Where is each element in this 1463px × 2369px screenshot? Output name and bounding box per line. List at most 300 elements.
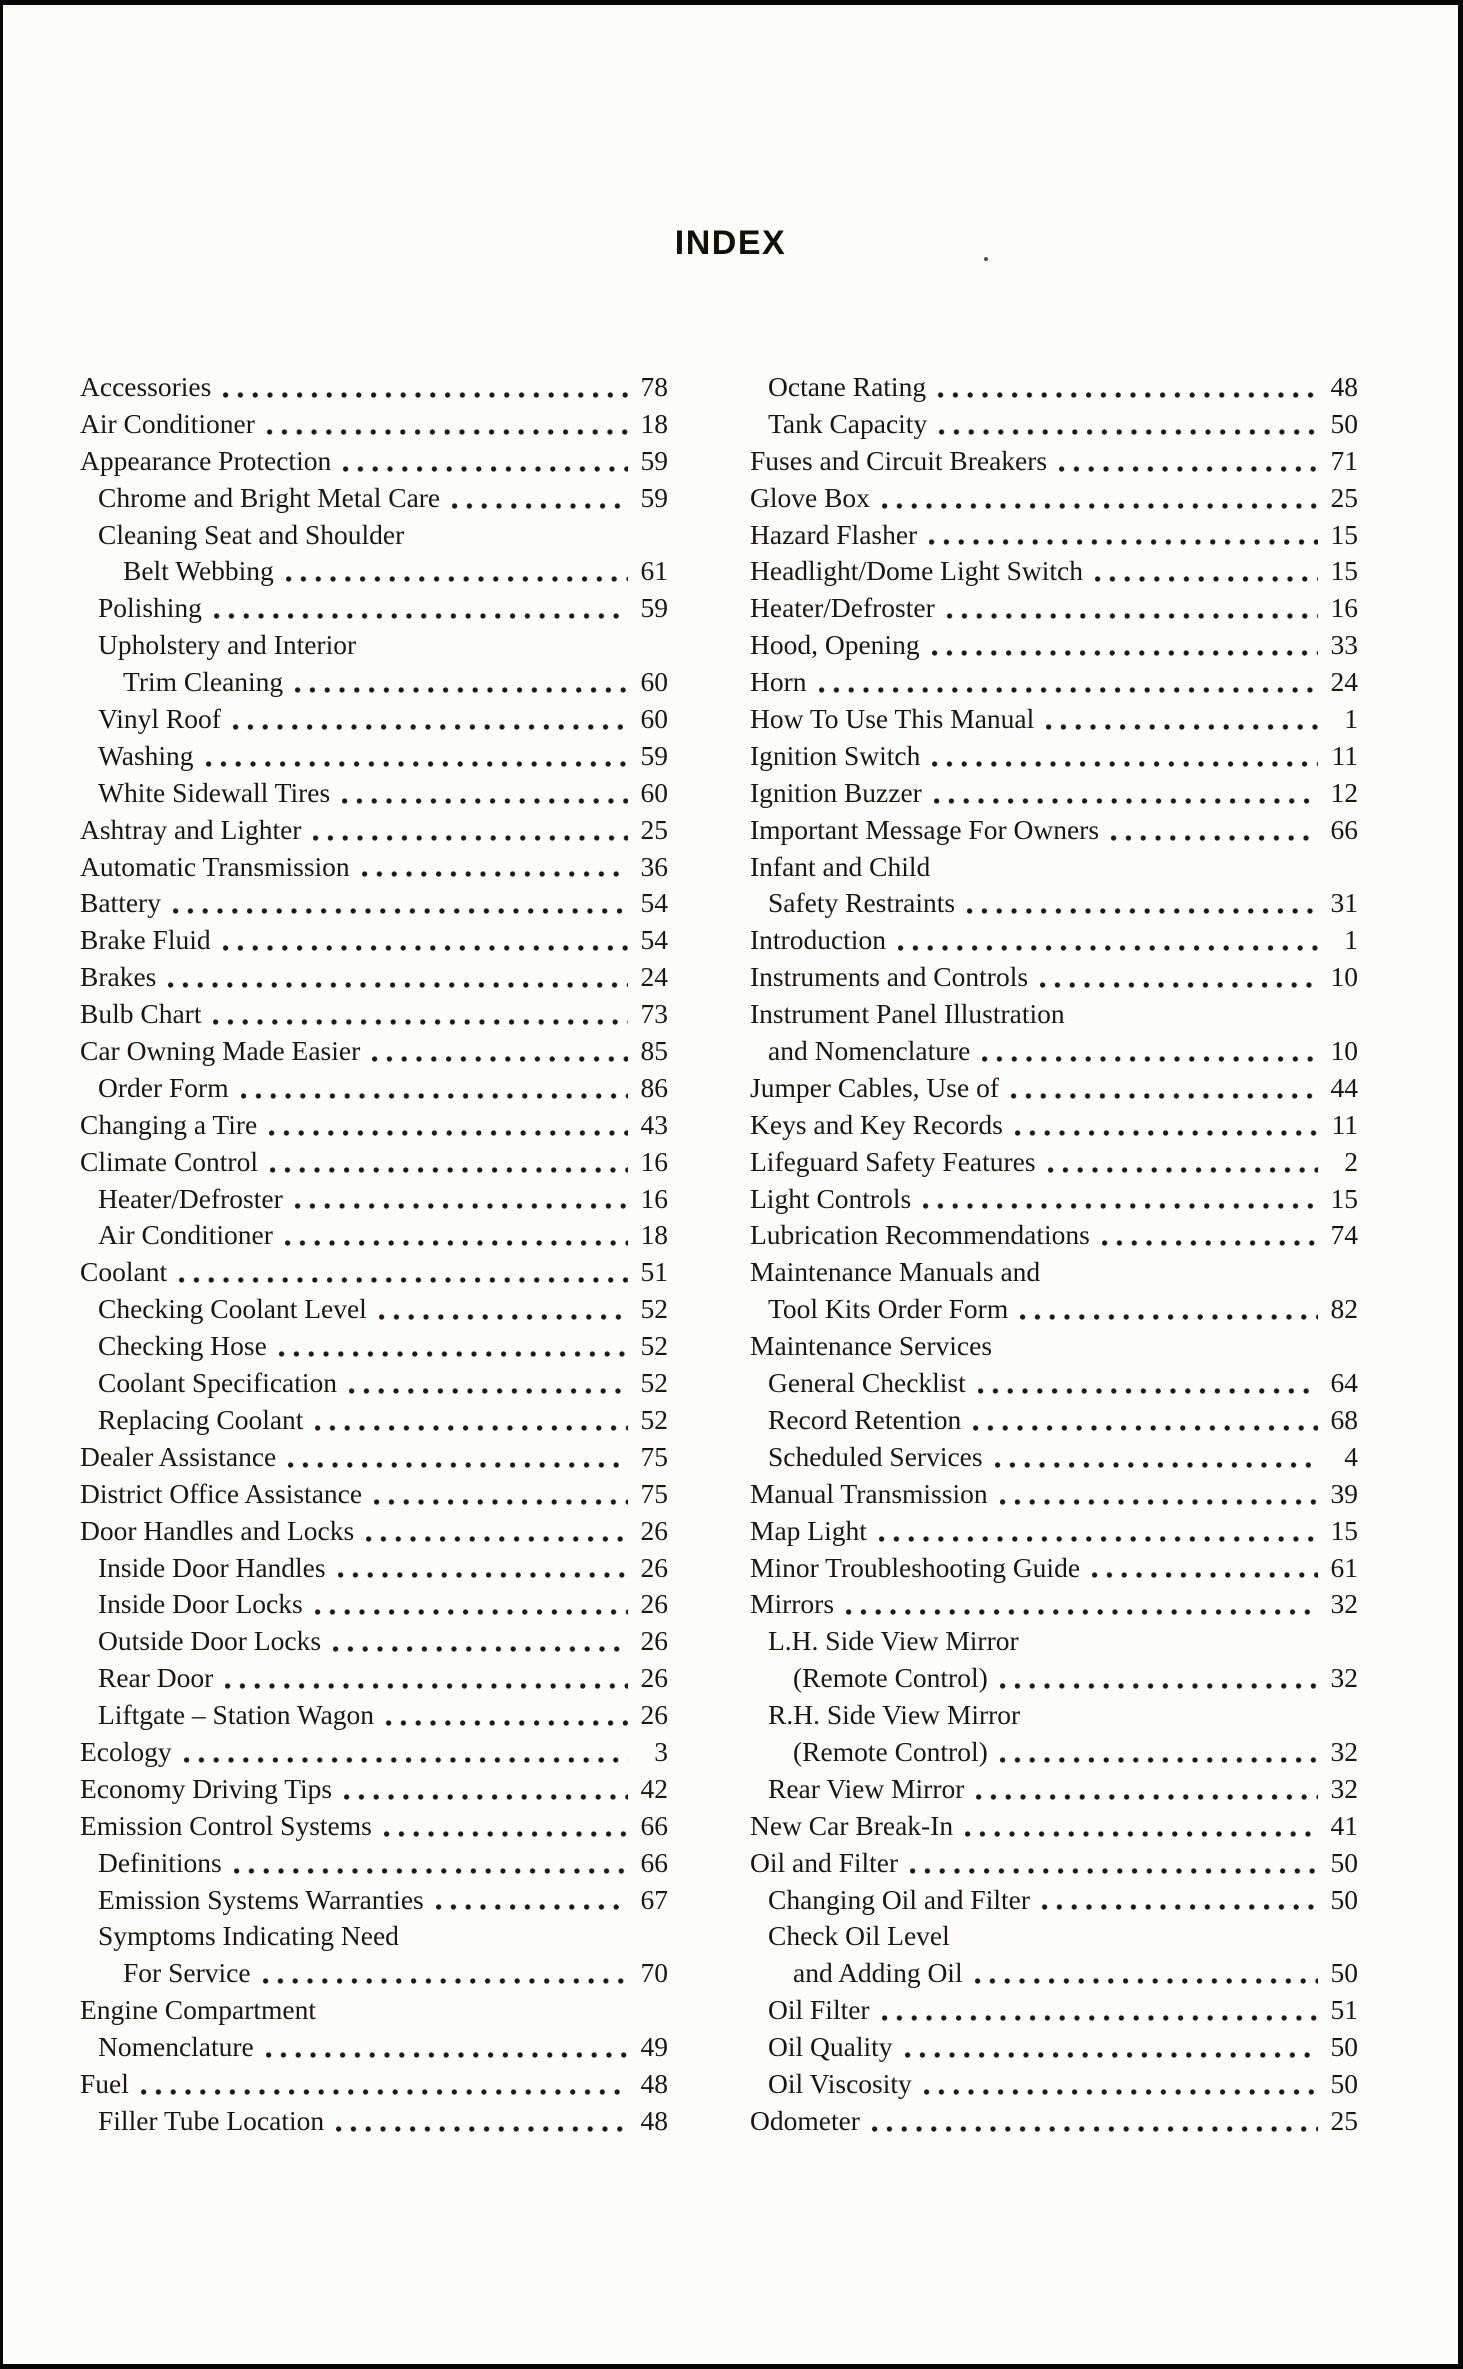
index-entry [750, 1402, 1358, 1439]
entry-label: Heater/Defroster [750, 592, 935, 624]
dot-leader [336, 2124, 628, 2134]
dot-leader [932, 759, 1318, 769]
index-entry [750, 369, 1358, 406]
entry-page-number: 15 [1330, 1182, 1358, 1214]
entry-page-number: 26 [640, 1588, 668, 1620]
entry-label: Checking Coolant Level [98, 1293, 367, 1325]
entry-label: District Office Assistance [80, 1477, 363, 1509]
dot-leader [263, 1976, 628, 1986]
dot-leader [995, 1460, 1318, 1470]
entry-page-number: 50 [1330, 1957, 1358, 1989]
index-entry [750, 1734, 1358, 1771]
index-entry [750, 664, 1358, 701]
dot-leader [286, 574, 628, 584]
entry-page-number: 67 [640, 1883, 668, 1915]
entry-label: Lubrication Recommendations [750, 1219, 1090, 1251]
index-entry [750, 1992, 1358, 2029]
index-entry [80, 1033, 668, 1070]
entry-label: Octane Rating [768, 371, 927, 402]
entry-page-number: 50 [1330, 407, 1358, 439]
entry-page-number: 32 [1330, 1735, 1358, 1767]
dot-leader [213, 1017, 628, 1027]
dot-leader [1020, 1312, 1318, 1322]
dot-leader [939, 427, 1318, 437]
entry-page-number: 11 [1331, 739, 1358, 771]
entry-page-number: 66 [640, 1809, 668, 1841]
index-entry [80, 1107, 668, 1144]
index-entry [750, 1328, 1358, 1365]
entry-label: Polishing [98, 592, 202, 624]
entry-label: Cleaning Seat and Shoulder [98, 518, 405, 550]
dot-leader [982, 1054, 1318, 1064]
entry-page-number: 26 [640, 1551, 668, 1583]
entry-label: Brake Fluid [80, 924, 211, 956]
dot-leader [214, 611, 628, 621]
entry-label: Headlight/Dome Light Switch [750, 555, 1084, 587]
index-entry [80, 553, 668, 590]
index-entry [750, 1550, 1358, 1587]
index-column-right [750, 369, 1358, 2140]
index-entry [80, 922, 668, 959]
entry-page-number: 41 [1330, 1809, 1358, 1841]
dot-leader [349, 1386, 628, 1396]
entry-page-number: 15 [1330, 1514, 1358, 1546]
entry-label: Air Conditioner [80, 407, 255, 439]
entry-label: Nomenclature [98, 2031, 254, 2063]
entry-label: R.H. Side View Mirror [768, 1699, 1021, 1731]
entry-page-number: 66 [640, 1846, 668, 1878]
dot-leader [932, 648, 1318, 658]
index-entry [750, 1808, 1358, 1845]
entry-label: Belt Webbing [123, 555, 274, 587]
index-entry [750, 959, 1358, 996]
entry-page-number: 26 [640, 1514, 668, 1546]
entry-label: Maintenance Manuals and [750, 1256, 1041, 1288]
index-columns [80, 369, 1458, 2140]
entry-label: General Checklist [768, 1367, 966, 1399]
entry-page-number: 10 [1330, 1035, 1358, 1067]
entry-page-number: 1 [1344, 703, 1358, 735]
dot-leader [978, 1386, 1318, 1396]
index-entry [80, 590, 668, 627]
entry-label: Symptoms Indicating Need [98, 1920, 399, 1952]
index-entry [750, 553, 1358, 590]
dot-leader [366, 1534, 628, 1544]
entry-label: Ignition Buzzer [750, 776, 922, 808]
index-entry [750, 1439, 1358, 1476]
entry-label: Hazard Flasher [750, 518, 918, 550]
entry-label: Filler Tube Location [98, 2104, 325, 2136]
index-entry [750, 885, 1358, 922]
dot-leader [1046, 722, 1318, 732]
entry-page-number: 36 [640, 850, 668, 882]
entry-label: Economy Driving Tips [80, 1772, 333, 1804]
entry-label: Washing [98, 739, 194, 771]
index-entry [750, 1513, 1358, 1550]
entry-label: Oil Viscosity [768, 2067, 912, 2099]
index-entry [750, 1623, 1358, 1660]
entry-page-number: 32 [1330, 1662, 1358, 1694]
entry-label: Hood, Opening [750, 629, 920, 661]
index-entry [80, 2066, 668, 2103]
dot-leader [279, 1349, 628, 1359]
entry-label: Oil Quality [768, 2031, 893, 2063]
dot-leader [179, 1275, 628, 1285]
dot-leader [313, 833, 628, 843]
entry-label: Oil Filter [768, 1994, 870, 2026]
entry-label: Accessories [80, 371, 212, 402]
entry-label: Definitions [98, 1846, 222, 1878]
dot-leader [168, 980, 628, 990]
index-entry [80, 1513, 668, 1550]
entry-label: Automatic Transmission [80, 850, 350, 882]
index-entry [750, 738, 1358, 775]
entry-label: Dealer Assistance [80, 1440, 277, 1472]
entry-label: Rear Door [98, 1662, 214, 1694]
entry-label: Light Controls [750, 1182, 912, 1214]
index-entry [750, 1697, 1358, 1734]
entry-page-number: 60 [640, 703, 668, 735]
entry-page-number: 86 [640, 1071, 668, 1103]
index-entry [80, 1992, 668, 2029]
index-entry [80, 1882, 668, 1919]
index-entry [80, 1144, 668, 1181]
entry-label: Changing a Tire [80, 1108, 258, 1140]
dot-leader [267, 427, 628, 437]
entry-page-number: 25 [640, 813, 668, 845]
index-entry [750, 1918, 1358, 1955]
entry-label: Brakes [80, 961, 157, 993]
index-entry [80, 959, 668, 996]
dot-leader [1011, 1091, 1318, 1101]
dot-leader [285, 1238, 628, 1248]
entry-page-number: 82 [1330, 1293, 1358, 1325]
entry-page-number: 1 [1344, 924, 1358, 956]
entry-page-number: 59 [640, 481, 668, 513]
entry-label: Checking Hose [98, 1330, 267, 1362]
dot-leader [452, 501, 628, 511]
index-entry [80, 996, 668, 1033]
index-entry [80, 1771, 668, 1808]
entry-page-number: 33 [1330, 629, 1358, 661]
dot-leader [266, 2050, 628, 2060]
dot-leader [1000, 1497, 1318, 1507]
entry-label: Appearance Protection [80, 444, 332, 476]
index-entry [80, 480, 668, 517]
dot-leader [975, 1976, 1318, 1986]
dot-leader [141, 2087, 628, 2097]
index-entry [80, 1586, 668, 1623]
entry-label: New Car Break-In [750, 1809, 954, 1841]
dot-leader [315, 1423, 628, 1433]
index-entry [80, 1734, 668, 1771]
entry-label: Coolant [80, 1256, 168, 1288]
entry-label: Engine Compartment [80, 1994, 316, 2026]
entry-page-number: 32 [1330, 1772, 1358, 1804]
entry-page-number: 52 [640, 1293, 668, 1325]
entry-page-number: 74 [1330, 1219, 1358, 1251]
entry-label: Rear View Mirror [768, 1772, 965, 1804]
entry-page-number: 3 [654, 1735, 668, 1767]
entry-label: Door Handles and Locks [80, 1514, 355, 1546]
index-entry [80, 1550, 668, 1587]
index-entry [80, 1697, 668, 1734]
entry-page-number: 18 [640, 407, 668, 439]
index-entry [80, 1365, 668, 1402]
entry-page-number: 68 [1330, 1403, 1358, 1435]
dot-leader [819, 685, 1318, 695]
index-entry [80, 443, 668, 480]
index-entry [80, 1070, 668, 1107]
index-entry [750, 2029, 1358, 2066]
entry-label: Check Oil Level [768, 1920, 950, 1952]
index-entry [750, 1476, 1358, 1513]
index-column-left [80, 369, 668, 2140]
index-entry [750, 1107, 1358, 1144]
entry-label: How To Use This Manual [750, 703, 1035, 735]
index-entry [750, 1033, 1358, 1070]
index-entry [80, 701, 668, 738]
dot-leader [976, 1792, 1318, 1802]
entry-page-number: 48 [1330, 371, 1358, 402]
entry-page-number: 70 [640, 1957, 668, 1989]
entry-page-number: 61 [1330, 1551, 1358, 1583]
dot-leader [1000, 1755, 1318, 1765]
entry-label: Important Message For Owners [750, 813, 1100, 845]
dot-leader [436, 1902, 628, 1912]
entry-page-number: 18 [640, 1219, 668, 1251]
dot-leader [1092, 1570, 1318, 1580]
entry-page-number: 26 [640, 1625, 668, 1657]
entry-page-number: 15 [1330, 518, 1358, 550]
index-entry [80, 1217, 668, 1254]
entry-label: Safety Restraints [768, 887, 956, 919]
index-entry [80, 2029, 668, 2066]
entry-page-number: 78 [640, 371, 668, 402]
entry-page-number: 2 [1344, 1145, 1358, 1177]
dot-leader [905, 2050, 1318, 2060]
entry-page-number: 51 [1330, 1994, 1358, 2026]
entry-label: Car Owning Made Easier [80, 1035, 361, 1067]
entry-page-number: 26 [640, 1699, 668, 1731]
dot-leader [270, 1165, 628, 1175]
entry-label: Replacing Coolant [98, 1403, 304, 1435]
entry-label: Record Retention [768, 1403, 962, 1435]
dot-leader [374, 1497, 628, 1507]
index-entry [750, 1181, 1358, 1218]
index-entry [80, 1845, 668, 1882]
dot-leader [934, 796, 1318, 806]
entry-label: Liftgate – Station Wagon [98, 1699, 375, 1731]
entry-label: Odometer [750, 2104, 860, 2136]
index-entry [750, 1882, 1358, 1919]
index-entry [80, 1402, 668, 1439]
dot-leader [338, 1570, 628, 1580]
index-entry [750, 775, 1358, 812]
index-entry [80, 1476, 668, 1513]
entry-page-number: 25 [1330, 481, 1358, 513]
entry-label: Emission Systems Warranties [98, 1883, 424, 1915]
entry-label: Heater/Defroster [98, 1182, 283, 1214]
entry-label: For Service [123, 1957, 251, 1989]
dot-leader [882, 2013, 1318, 2023]
index-entry [80, 2103, 668, 2140]
entry-page-number: 54 [640, 924, 668, 956]
index-entry [80, 1955, 668, 1992]
entry-label: Map Light [750, 1514, 867, 1546]
entry-label: Bulb Chart [80, 998, 202, 1030]
index-entry [750, 443, 1358, 480]
index-entry [750, 2066, 1358, 2103]
entry-label: (Remote Control) [793, 1735, 988, 1767]
index-entry [80, 1439, 668, 1476]
entry-page-number: 44 [1330, 1071, 1358, 1103]
dot-leader [882, 501, 1318, 511]
dot-leader [288, 1460, 628, 1470]
entry-page-number: 75 [640, 1477, 668, 1509]
dot-leader [879, 1534, 1318, 1544]
dot-leader [1042, 1902, 1318, 1912]
entry-page-number: 11 [1331, 1108, 1358, 1140]
entry-label: and Nomenclature [768, 1035, 971, 1067]
dot-leader [269, 1128, 628, 1138]
index-entry [80, 849, 668, 886]
entry-page-number: 51 [640, 1256, 668, 1288]
entry-label: Minor Troubleshooting Guide [750, 1551, 1081, 1583]
index-entry [750, 1845, 1358, 1882]
entry-page-number: 52 [640, 1403, 668, 1435]
entry-label: Trim Cleaning [123, 666, 284, 698]
entry-label: Upholstery and Interior [98, 629, 357, 661]
entry-page-number: 59 [640, 592, 668, 624]
entry-page-number: 50 [1330, 1883, 1358, 1915]
entry-label: Ashtray and Lighter [80, 813, 302, 845]
entry-page-number: 48 [640, 2067, 668, 2099]
entry-page-number: 10 [1330, 961, 1358, 993]
index-entry [80, 885, 668, 922]
entry-page-number: 59 [640, 444, 668, 476]
entry-page-number: 4 [1344, 1440, 1358, 1472]
index-entry [80, 627, 668, 664]
index-entry [750, 480, 1358, 517]
index-entry [80, 1254, 668, 1291]
index-entry [80, 812, 668, 849]
index-entry [750, 517, 1358, 554]
entry-label: Emission Control Systems [80, 1809, 372, 1841]
dot-leader [233, 722, 628, 732]
dot-leader [938, 390, 1318, 400]
entry-label: Inside Door Handles [98, 1551, 326, 1583]
index-entry [80, 1623, 668, 1660]
entry-page-number: 24 [1330, 666, 1358, 698]
dot-leader [1095, 574, 1318, 584]
dot-leader [1111, 833, 1318, 843]
entry-page-number: 50 [1330, 1846, 1358, 1878]
entry-page-number: 66 [1330, 813, 1358, 845]
dot-leader [333, 1644, 628, 1654]
entry-label: Tool Kits Order Form [768, 1293, 1009, 1325]
index-entry [750, 1254, 1358, 1291]
dot-leader [967, 906, 1318, 916]
entry-page-number: 42 [640, 1772, 668, 1804]
index-entry [80, 1660, 668, 1697]
index-entry [750, 1955, 1358, 1992]
entry-label: Oil and Filter [750, 1846, 899, 1878]
entry-label: Scheduled Services [768, 1440, 983, 1472]
dot-leader [184, 1755, 628, 1765]
entry-label: Keys and Key Records [750, 1108, 1003, 1140]
dot-leader [898, 943, 1318, 953]
dot-leader [234, 1866, 628, 1876]
dot-leader [241, 1091, 628, 1101]
dot-leader [386, 1718, 628, 1728]
dot-leader [1000, 1681, 1318, 1691]
dot-leader [344, 1792, 628, 1802]
entry-label: Order Form [98, 1071, 229, 1103]
dot-leader [342, 796, 628, 806]
index-entry [80, 775, 668, 812]
entry-page-number: 16 [1330, 592, 1358, 624]
entry-label: Inside Door Locks [98, 1588, 303, 1620]
entry-page-number: 31 [1330, 887, 1358, 919]
entry-page-number: 54 [640, 887, 668, 919]
entry-page-number: 60 [640, 666, 668, 698]
index-entry [80, 738, 668, 775]
dot-leader [343, 464, 628, 474]
entry-label: White Sidewall Tires [98, 776, 331, 808]
dot-leader [965, 1829, 1318, 1839]
entry-label: Maintenance Services [750, 1330, 993, 1362]
dot-leader [225, 1681, 628, 1691]
entry-label: (Remote Control) [793, 1662, 988, 1694]
dot-leader [379, 1312, 628, 1322]
entry-page-number: 71 [1330, 444, 1358, 476]
index-entry [80, 406, 668, 443]
dot-leader [846, 1607, 1318, 1617]
entry-label: Changing Oil and Filter [768, 1883, 1030, 1915]
entry-label: Jumper Cables, Use of [750, 1071, 999, 1103]
entry-page-number: 50 [1330, 2031, 1358, 2063]
entry-page-number: 75 [640, 1440, 668, 1472]
entry-label: Outside Door Locks [98, 1625, 322, 1657]
entry-label: L.H. Side View Mirror [768, 1625, 1019, 1657]
index-entry [80, 664, 668, 701]
index-entry [750, 1586, 1358, 1623]
entry-label: Tank Capacity [768, 407, 928, 439]
index-entry [80, 1328, 668, 1365]
index-entry [80, 1918, 668, 1955]
entry-label: Fuel [80, 2067, 129, 2099]
dot-leader [173, 906, 628, 916]
entry-label: Ignition Switch [750, 739, 921, 771]
entry-page-number: 52 [640, 1367, 668, 1399]
dot-leader [929, 537, 1318, 547]
entry-label: Manual Transmission [750, 1477, 988, 1509]
index-entry [750, 1771, 1358, 1808]
entry-label: Instrument Panel Illustration [750, 998, 1065, 1030]
entry-page-number: 25 [1330, 2104, 1358, 2136]
entry-page-number: 26 [640, 1662, 668, 1694]
entry-label: Battery [80, 887, 161, 919]
index-entry [750, 996, 1358, 1033]
entry-page-number: 59 [640, 739, 668, 771]
entry-page-number: 73 [640, 998, 668, 1030]
entry-page-number: 61 [640, 555, 668, 587]
index-entry [80, 1808, 668, 1845]
index-entry [80, 369, 668, 406]
dot-leader [910, 1866, 1318, 1876]
entry-label: Instruments and Controls [750, 961, 1029, 993]
